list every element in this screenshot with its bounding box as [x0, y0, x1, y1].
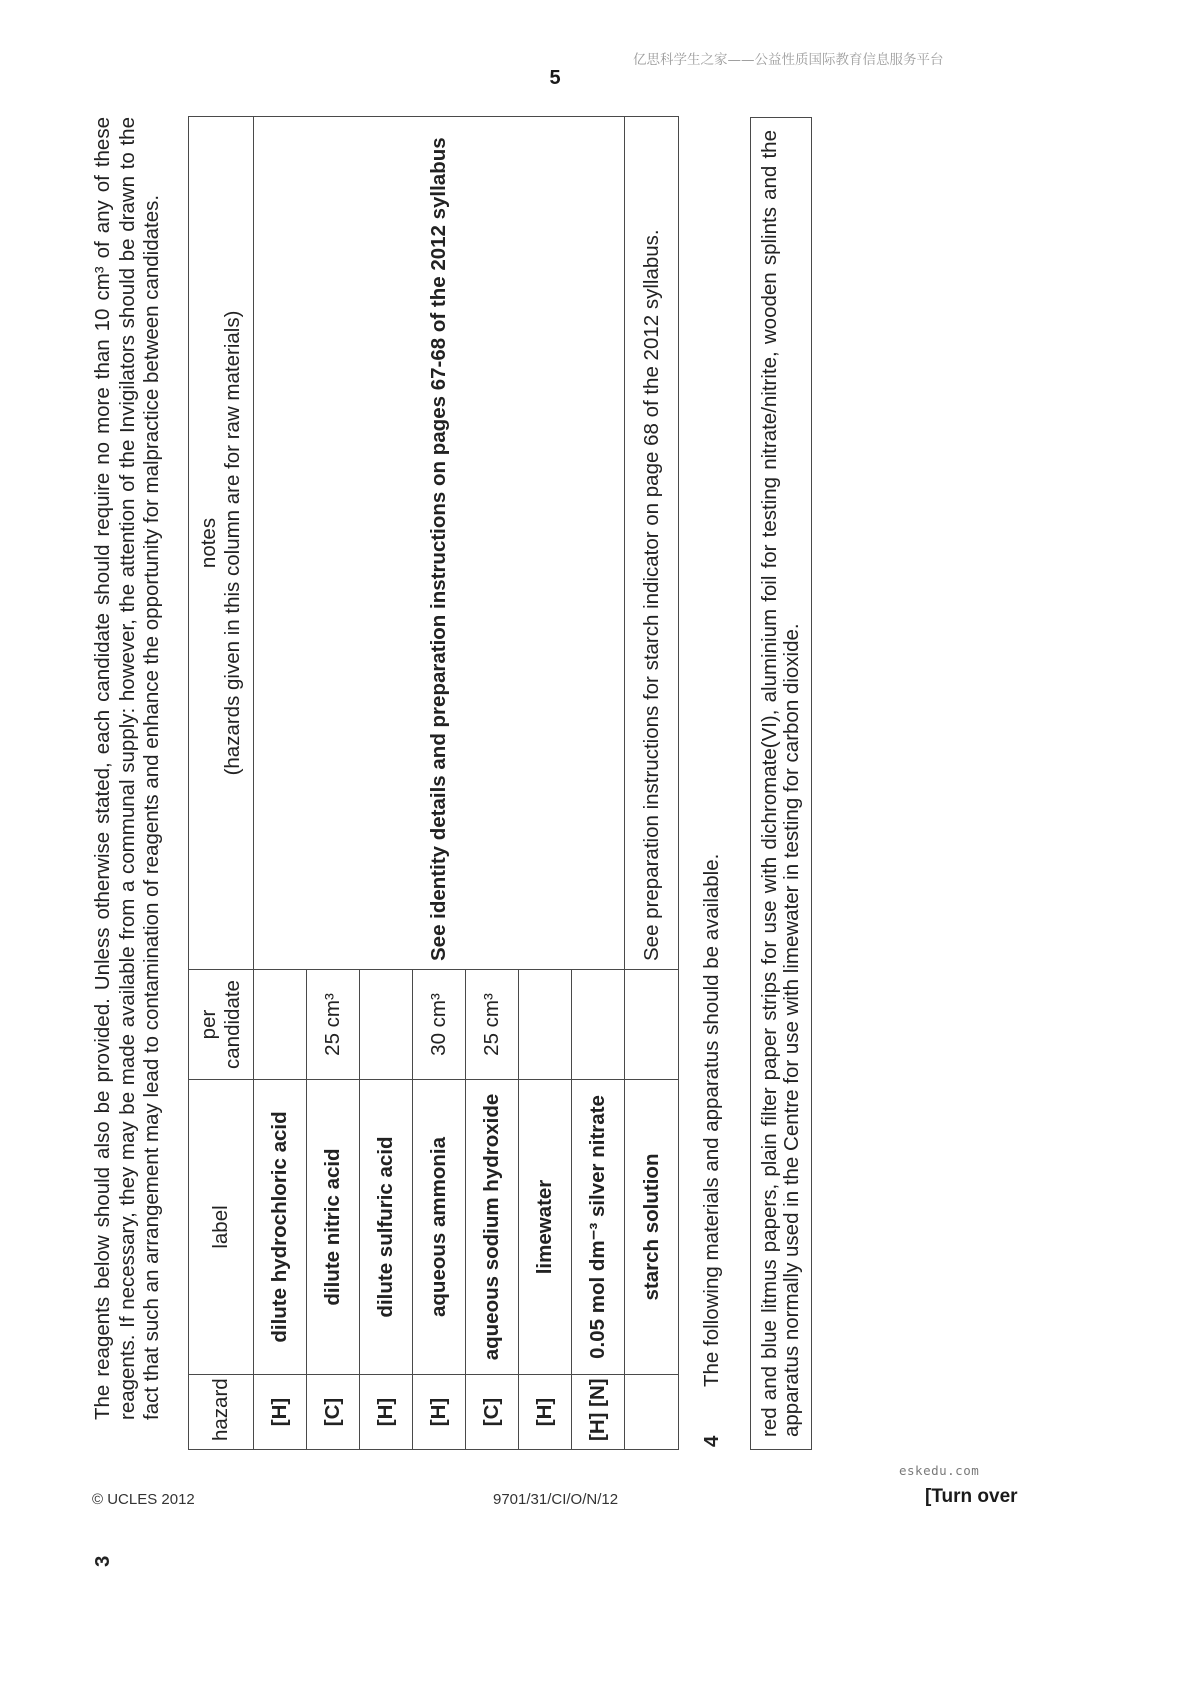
- notes-header: [189, 117, 254, 970]
- paper-code: 9701/31/CI/O/N/12: [493, 1491, 619, 1508]
- hazard-cell: [H]: [254, 1375, 307, 1450]
- hazard-cell: [H]: [413, 1375, 466, 1450]
- landscape-content: [85, 100, 830, 1580]
- site-watermark: eskedu.com: [899, 1463, 980, 1478]
- hazard-cell: [C]: [307, 1375, 360, 1450]
- question-4-text: The following materials and apparatus should be available.: [700, 853, 723, 1387]
- hazard-cell: [C]: [466, 1375, 519, 1450]
- label-header: label: [189, 1080, 254, 1375]
- per-candidate-header-line: per: [197, 1009, 220, 1040]
- copyright-notice: © UCLES 2012: [92, 1491, 195, 1508]
- paragraph-line: reagents. If necessary, they may be made available from a communal supply: however, the attention of the Invigilators should be drawn to the: [115, 117, 139, 1420]
- label-cell: aqueous sodium hydroxide: [466, 1080, 519, 1375]
- reagents-table: [188, 116, 679, 1450]
- notes-cell: See preparation instructions for starch indicator on page 68 of the 2012 syllabus.: [625, 117, 679, 970]
- label-cell: aqueous ammonia: [413, 1080, 466, 1375]
- per-candidate-cell: 30 cm³: [413, 970, 466, 1080]
- per-candidate-cell: [625, 970, 679, 1080]
- per-candidate-cell: [519, 970, 572, 1080]
- notes-header-title: notes: [197, 517, 220, 569]
- label-cell: dilute hydrochloric acid: [254, 1080, 307, 1375]
- shared-notes-cell: See identity details and preparation instructions on pages 67-68 of the 2012 syllabus: [254, 117, 625, 970]
- turn-over-note: [Turn over: [925, 1486, 1018, 1507]
- hazard-cell: [H]: [519, 1375, 572, 1450]
- per-candidate-cell: [572, 970, 625, 1080]
- hazard-cell: [H] [N]: [572, 1375, 625, 1450]
- apparatus-box: [750, 117, 812, 1450]
- paragraph-line: The reagents below should also be provided. Unless otherwise stated, each candidate should require no more than 10 cm³ of any of these: [91, 117, 114, 1420]
- per-candidate-header: [189, 970, 254, 1080]
- paragraph-line: fact that such an arrangement may lead to contamination of reagents and enhance the opportunity for malpractice between candidates.: [140, 194, 163, 1420]
- question-3-text: [91, 117, 165, 1420]
- notes-header-subtitle: (hazards given in this column are for raw materials): [221, 310, 244, 776]
- hazard-cell: [625, 1375, 679, 1450]
- page-number: 5: [549, 67, 561, 89]
- per-candidate-header-line: candidate: [221, 980, 244, 1069]
- per-candidate-cell: 25 cm³: [307, 970, 360, 1080]
- site-banner: 亿思科学生之家——公益性质国际教育信息服务平台: [633, 52, 944, 68]
- label-cell: starch solution: [625, 1080, 679, 1375]
- per-candidate-cell: 25 cm³: [466, 970, 519, 1080]
- label-cell: 0.05 mol dm⁻³ silver nitrate: [572, 1080, 625, 1375]
- hazard-cell: [H]: [360, 1375, 413, 1450]
- per-candidate-cell: [360, 970, 413, 1080]
- apparatus-box-line: apparatus normally used in the Centre for use with limewater in testing for carbon dioxide.: [779, 623, 803, 1437]
- table-row: [254, 117, 307, 1450]
- table-header-row: [189, 117, 254, 1450]
- label-cell: dilute nitric acid: [307, 1080, 360, 1375]
- table-row: [625, 117, 679, 1450]
- apparatus-box-line: red and blue litmus papers, plain filter paper strips for use with dichromate(VI), aluminium foil for testing nitrate/nitrite, wooden splints and the: [757, 130, 781, 1437]
- label-cell: dilute sulfuric acid: [360, 1080, 413, 1375]
- hazard-header: hazard: [189, 1375, 254, 1450]
- question-3-number: 3: [91, 1555, 114, 1567]
- per-candidate-cell: [254, 970, 307, 1080]
- question-4-number: 4: [700, 1435, 723, 1447]
- label-cell: limewater: [519, 1080, 572, 1375]
